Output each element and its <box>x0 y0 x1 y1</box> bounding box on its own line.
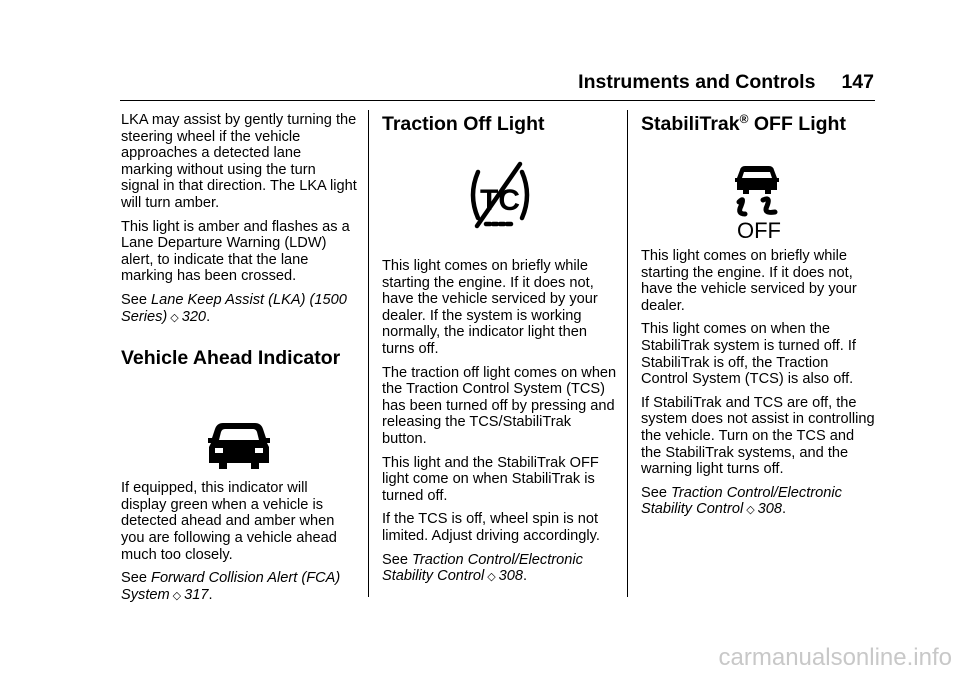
lka-see-reference: See Lane Keep Assist (LKA) (1500 Series) ◇ 320. <box>121 291 347 325</box>
fca-link[interactable]: Forward Collision Alert (FCA) System <box>121 570 341 603</box>
vehicle-ahead-paragraph: If equipped, this indicator will display green when a vehicle is detected ahead and amber when you are following a vehicle ahead much too closely. <box>121 480 337 563</box>
lka-page-ref[interactable]: 320 <box>181 308 207 325</box>
stabilitrak-heading: StabiliTrak® OFF Light <box>641 112 846 135</box>
page-ref-icon: ◇ <box>487 571 496 584</box>
section-title: Instruments and Controls <box>578 71 816 93</box>
column-divider <box>627 110 628 597</box>
page-number: 147 <box>841 71 874 93</box>
page-ref-icon: ◇ <box>172 589 182 602</box>
stabilitrak-see-reference: See Traction Control/Electronic Stability Control ◇ 308. <box>641 484 842 518</box>
traction-stabilitrak-paragraph: This light and the StabiliTrak OFF light come on when StabiliTrak is turned off. <box>382 454 599 504</box>
stabilitrak-startup-paragraph: This light comes on briefly while starting the engine. If it does not, have the vehicle serviced by your dealer. <box>641 248 857 314</box>
stabilitrak-off-icon <box>641 136 877 248</box>
fca-page-ref[interactable]: 317 <box>184 586 209 603</box>
column-2 <box>382 112 618 593</box>
column-3 <box>641 112 877 526</box>
page-ref-icon: ◇ <box>746 504 755 517</box>
lka-flash-paragraph: This light is amber and flashes as a Lane Departure Warning (LDW) alert, to indicate that the lane marking has been crossed. <box>121 218 350 285</box>
lka-paragraph: LKA may assist by gently turning the steering wheel if the vehicle approaches a detected lane marking without using the turn signal in that direction. The LKA light will turn amber. <box>121 112 357 211</box>
vehicle-ahead-heading: Vehicle Ahead Indicator <box>121 347 341 370</box>
traction-wheelspin-paragraph: If the TCS is off, wheel spin is not limited. Adjust driving accordingly. <box>382 511 600 544</box>
stabilitrak-tcs-paragraph: If StabiliTrak and TCS are off, the system does not assist in controlling the vehicle. Turn on the TCS and the StabiliTrak systems, and the warning light turns off. <box>641 394 875 478</box>
page-ref-icon: ◇ <box>170 311 179 324</box>
traction-off-icon <box>382 136 618 258</box>
stabilitrak-link[interactable]: Traction Control/Electronic Stability Control <box>641 484 842 518</box>
watermark: carmanualsonline.info <box>718 644 952 671</box>
column-divider <box>368 110 369 597</box>
page-header <box>578 70 874 94</box>
traction-tcs-paragraph: The traction off light comes on when the Traction Control System (TCS) has been turned off by pressing and releasing the TCS/StabiliTrak button. <box>382 364 617 447</box>
svg-text:OFF: OFF <box>737 218 781 243</box>
traction-link[interactable]: Traction Control/Electronic Stability Control <box>382 551 583 585</box>
lka-link[interactable]: Lane Keep Assist (LKA) (1500 Series) <box>121 291 347 325</box>
stabilitrak-off-paragraph: This light comes on when the StabiliTrak system is turned off. If StabiliTrak is off, the Traction Control System (TCS) is also off. <box>641 321 856 388</box>
vehicle-ahead-icon <box>121 370 357 480</box>
stabilitrak-page-ref[interactable]: 308 <box>757 501 783 518</box>
fca-see-reference: See Forward Collision Alert (FCA) System ◇ 317. <box>121 570 341 603</box>
svg-text:TC: TC <box>480 184 520 217</box>
header-rule <box>120 100 875 101</box>
traction-see-reference: See Traction Control/Electronic Stability Control ◇ 308. <box>382 551 583 585</box>
traction-off-heading: Traction Off Light <box>382 113 545 135</box>
traction-page-ref[interactable]: 308 <box>498 568 524 585</box>
traction-startup-paragraph: This light comes on briefly while starting the engine. If it does not, have the vehicle serviced by your dealer. If the system is working normally, the indicator light then turns off. <box>382 258 598 357</box>
column-1 <box>121 112 357 611</box>
